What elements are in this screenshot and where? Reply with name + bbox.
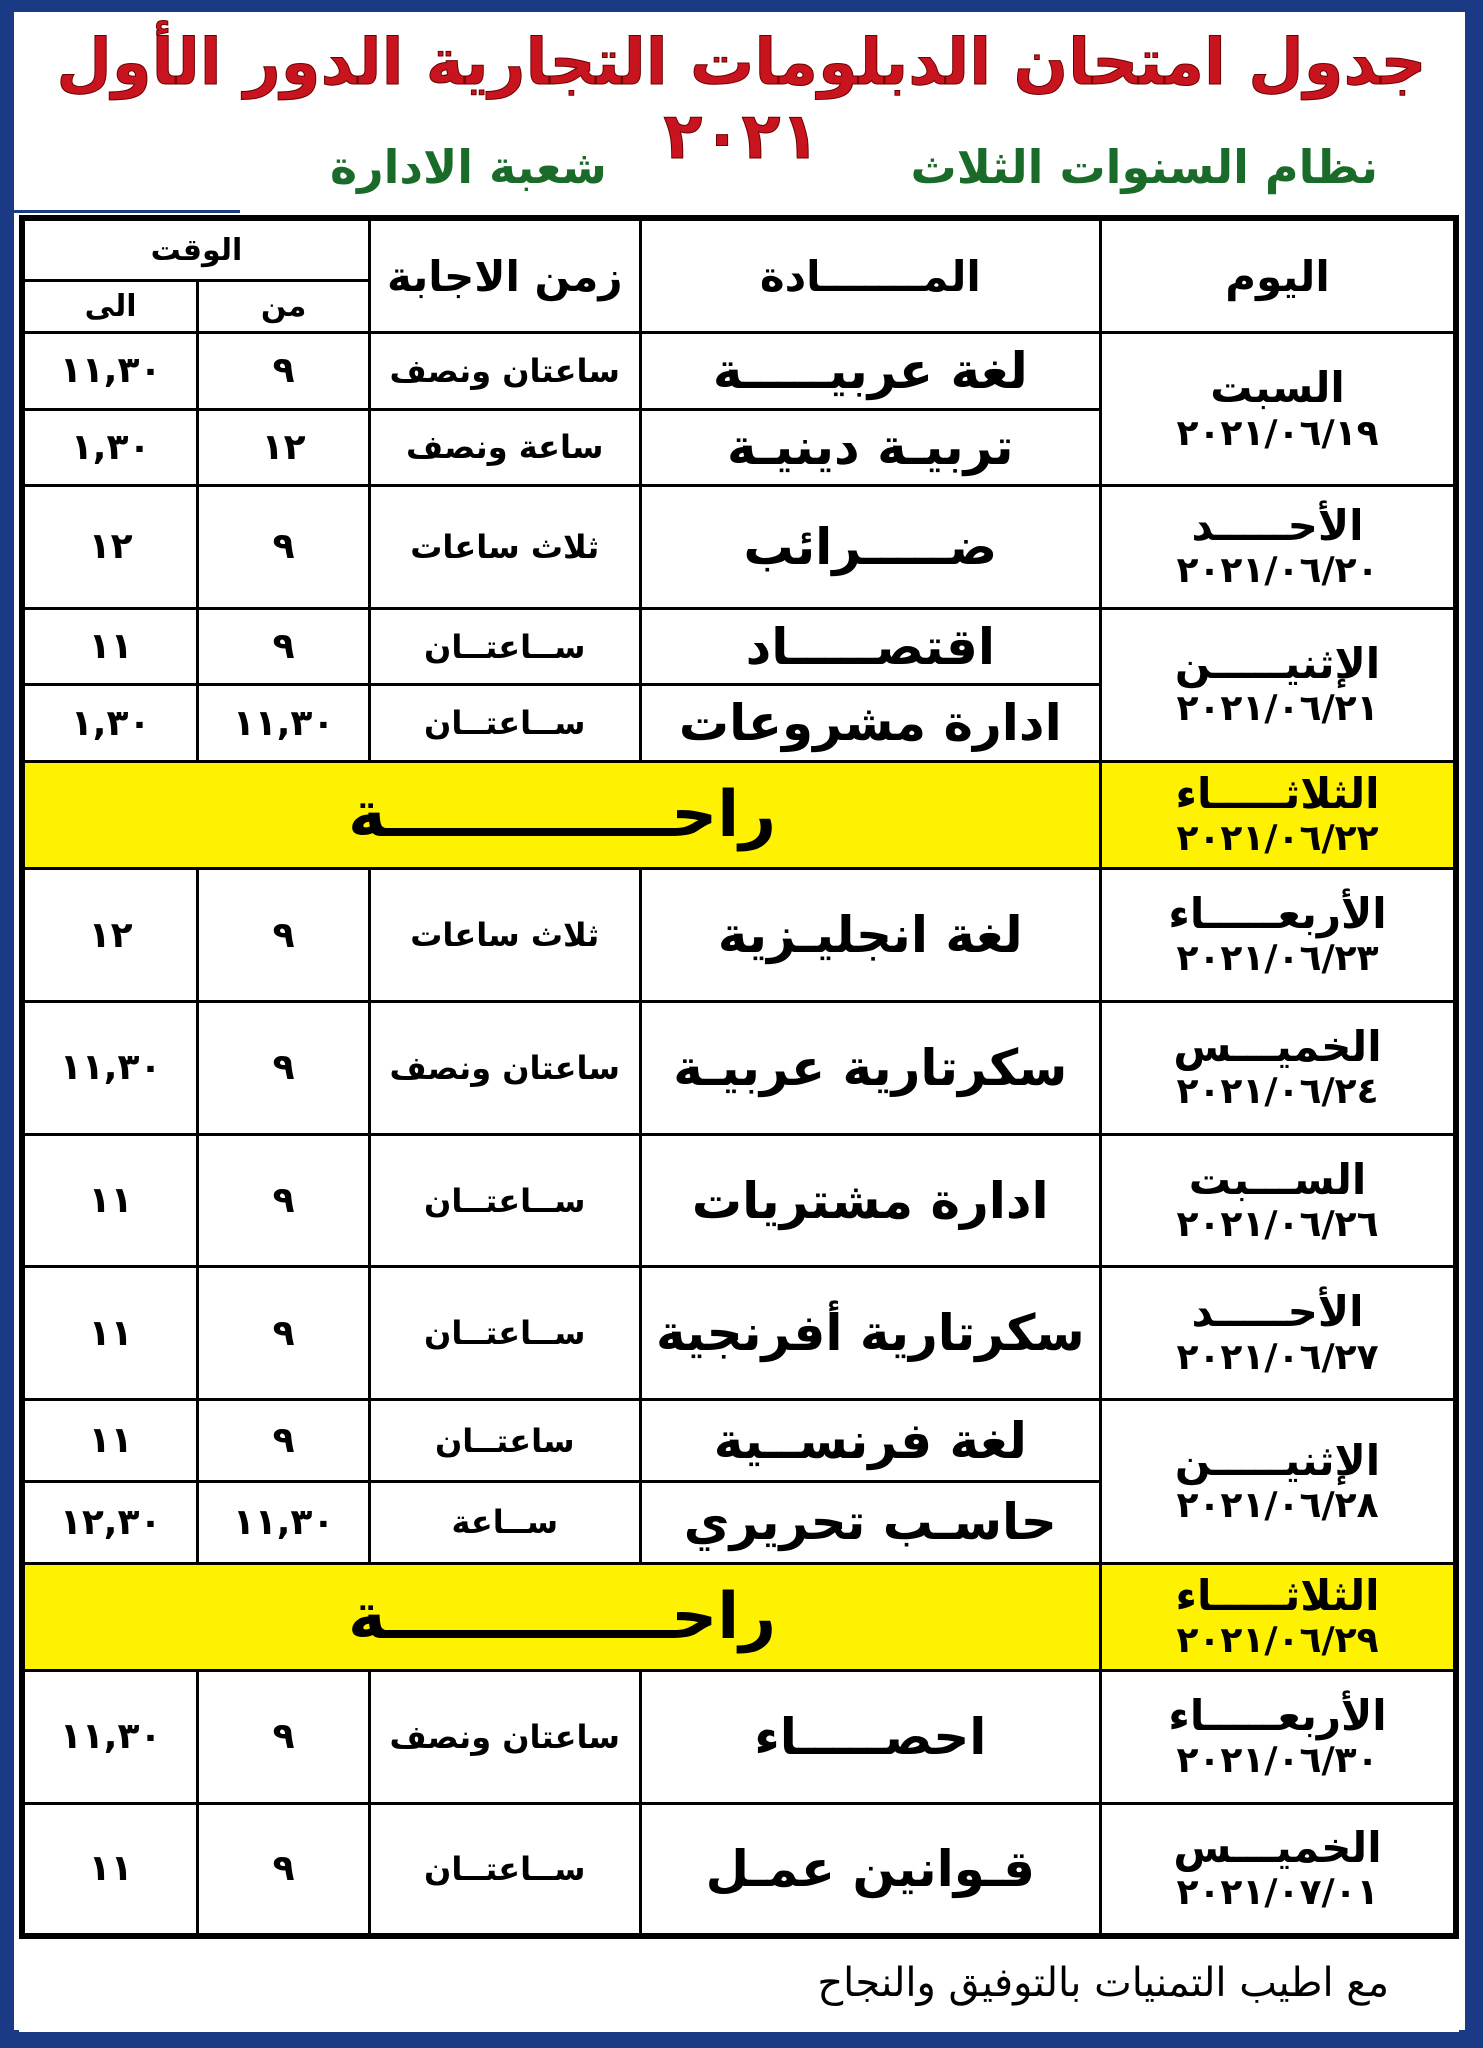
col-header-to: الى xyxy=(22,281,198,333)
col-header-time: الوقت xyxy=(22,218,369,281)
day-cell xyxy=(1101,1803,1456,1936)
time-from-cell: ٩ xyxy=(198,608,370,685)
rest-day-row xyxy=(22,761,1456,868)
duration-cell: ســاعة xyxy=(369,1481,640,1563)
footer xyxy=(19,1942,1459,2032)
time-to-cell: ١١,٣٠ xyxy=(22,333,198,410)
day-name: الأربعـــــاء xyxy=(1168,1690,1387,1740)
col-header-day: اليوم xyxy=(1101,218,1456,333)
exam-row xyxy=(22,1670,1456,1803)
day-cell xyxy=(1101,486,1456,609)
day-name: السبت xyxy=(1210,363,1345,413)
time-from-cell: ٩ xyxy=(198,1134,370,1267)
exam-row xyxy=(22,1267,1456,1400)
col-header-duration: زمن الاجابة xyxy=(369,218,640,333)
time-from-cell: ٩ xyxy=(198,1670,370,1803)
exam-row xyxy=(22,333,1456,410)
exam-row xyxy=(22,486,1456,609)
system-label: نظام السنوات الثلاث xyxy=(910,140,1378,194)
duration-cell: ساعتان ونصف xyxy=(369,1001,640,1134)
subject-cell: لغة عربيـــــة xyxy=(640,333,1100,410)
day-name: الثلاثـــــاء xyxy=(1175,1570,1380,1620)
header-row xyxy=(22,218,1456,281)
day-name: الإثنيـــــن xyxy=(1174,638,1381,688)
schedule-body xyxy=(22,333,1456,1937)
day-date: ٢٠٢١/٠٦/٢١ xyxy=(1176,688,1379,730)
page-title: جدول امتحان الدبلومات التجارية الدور الأول ٢٠٢١ xyxy=(56,26,1427,174)
exam-row xyxy=(22,869,1456,1002)
time-from-cell: ١١,٣٠ xyxy=(198,1481,370,1563)
exam-row xyxy=(22,608,1456,685)
day-name: الأربعـــــاء xyxy=(1168,889,1387,939)
time-to-cell: ١,٣٠ xyxy=(22,685,198,762)
subject-cell: احصـــــاء xyxy=(640,1670,1100,1803)
division-label: شعبة الادارة xyxy=(330,140,607,194)
day-cell xyxy=(1101,1400,1456,1563)
exam-row xyxy=(22,1134,1456,1267)
day-date: ٢٠٢١/٠٦/١٩ xyxy=(1176,412,1379,454)
time-from-cell: ٩ xyxy=(198,1001,370,1134)
time-to-cell: ١١ xyxy=(22,608,198,685)
day-name: الإثنيـــــن xyxy=(1174,1435,1381,1485)
day-name: الثلاثـــــاء xyxy=(1175,769,1380,819)
duration-cell: ســاعتــان xyxy=(369,1267,640,1400)
time-from-cell: ٩ xyxy=(198,1400,370,1482)
exam-row xyxy=(22,1400,1456,1482)
day-cell xyxy=(1101,761,1456,868)
time-to-cell: ١١ xyxy=(22,1267,198,1400)
subject-cell: لغة فرنســية xyxy=(640,1400,1100,1482)
subject-cell: ادارة مشروعات xyxy=(640,685,1100,762)
time-from-cell: ١٢ xyxy=(198,409,370,486)
day-name: الأحـــــد xyxy=(1191,1287,1364,1337)
day-date: ٢٠٢١/٠٦/٢٠ xyxy=(1176,550,1379,592)
subject-cell: ادارة مشتريات xyxy=(640,1134,1100,1267)
time-from-cell: ٩ xyxy=(198,1803,370,1936)
header-divider xyxy=(0,210,240,213)
day-date: ٢٠٢١/٠٦/٢٤ xyxy=(1176,1071,1379,1113)
day-cell xyxy=(1101,1563,1456,1670)
time-to-cell: ١٢ xyxy=(22,486,198,609)
duration-cell: ســاعتــان xyxy=(369,608,640,685)
duration-cell: ساعة ونصف xyxy=(369,409,640,486)
subject-cell: لغة انجليـزية xyxy=(640,869,1100,1002)
day-name: الأحـــــد xyxy=(1191,501,1364,551)
subject-cell: قـوانين عمـل xyxy=(640,1803,1100,1936)
rest-label: راحـــــــــــــة xyxy=(22,761,1101,868)
day-cell xyxy=(1101,869,1456,1002)
time-to-cell: ١٢,٣٠ xyxy=(22,1481,198,1563)
day-date: ٢٠٢١/٠٦/٢٨ xyxy=(1176,1484,1379,1526)
time-from-cell: ٩ xyxy=(198,333,370,410)
rest-label: راحـــــــــــــة xyxy=(22,1563,1101,1670)
col-header-subject: المـــــــادة xyxy=(640,218,1100,333)
time-from-cell: ١١,٣٠ xyxy=(198,685,370,762)
duration-cell: ســاعتــان xyxy=(369,685,640,762)
exam-row xyxy=(22,1001,1456,1134)
day-date: ٢٠٢١/٠٦/٢٦ xyxy=(1176,1204,1379,1246)
day-cell xyxy=(1101,1670,1456,1803)
exam-row xyxy=(22,1803,1456,1936)
day-cell xyxy=(1101,333,1456,486)
day-date: ٢٠٢١/٠٦/٣٠ xyxy=(1176,1740,1379,1782)
rest-day-row xyxy=(22,1563,1456,1670)
duration-cell: ســاعتــان xyxy=(369,1803,640,1936)
time-to-cell: ١١ xyxy=(22,1803,198,1936)
day-date: ٢٠٢١/٠٦/٢٧ xyxy=(1176,1336,1379,1378)
exam-schedule-table xyxy=(19,215,1459,1939)
footer-wish: مع اطيب التمنيات بالتوفيق والنجاح xyxy=(817,1960,1389,2006)
subject-cell: حاسـب تحريري xyxy=(640,1481,1100,1563)
day-cell xyxy=(1101,608,1456,761)
day-name: الخميـــس xyxy=(1173,1021,1382,1071)
day-name: الســـبت xyxy=(1188,1154,1367,1204)
subject-cell: ضـــــرائب xyxy=(640,486,1100,609)
day-name: الخميـــس xyxy=(1173,1822,1382,1872)
time-to-cell: ١١ xyxy=(22,1400,198,1482)
subject-cell: سكرتارية عربيـة xyxy=(640,1001,1100,1134)
time-to-cell: ١١,٣٠ xyxy=(22,1670,198,1803)
day-cell xyxy=(1101,1001,1456,1134)
subject-cell: سكرتارية أفرنجية xyxy=(640,1267,1100,1400)
day-date: ٢٠٢١/٠٦/٢٩ xyxy=(1176,1620,1379,1662)
time-from-cell: ٩ xyxy=(198,1267,370,1400)
col-header-from: من xyxy=(198,281,370,333)
time-to-cell: ١٢ xyxy=(22,869,198,1002)
duration-cell: ساعتان ونصف xyxy=(369,1670,640,1803)
subject-cell: تربيـة دينيـة xyxy=(640,409,1100,486)
day-date: ٢٠٢١/٠٦/٢٢ xyxy=(1176,818,1379,860)
subject-cell: اقتصـــــاد xyxy=(640,608,1100,685)
time-to-cell: ١١ xyxy=(22,1134,198,1267)
duration-cell: ســاعتــان xyxy=(369,1134,640,1267)
time-to-cell: ١,٣٠ xyxy=(22,409,198,486)
duration-cell: ساعتــان xyxy=(369,1400,640,1482)
day-date: ٢٠٢١/٠٧/٠١ xyxy=(1176,1872,1379,1914)
time-from-cell: ٩ xyxy=(198,869,370,1002)
duration-cell: ساعتان ونصف xyxy=(369,333,640,410)
time-from-cell: ٩ xyxy=(198,486,370,609)
duration-cell: ثلاث ساعات xyxy=(369,869,640,1002)
day-cell xyxy=(1101,1134,1456,1267)
day-cell xyxy=(1101,1267,1456,1400)
time-to-cell: ١١,٣٠ xyxy=(22,1001,198,1134)
duration-cell: ثلاث ساعات xyxy=(369,486,640,609)
day-date: ٢٠٢١/٠٦/٢٣ xyxy=(1176,938,1379,980)
